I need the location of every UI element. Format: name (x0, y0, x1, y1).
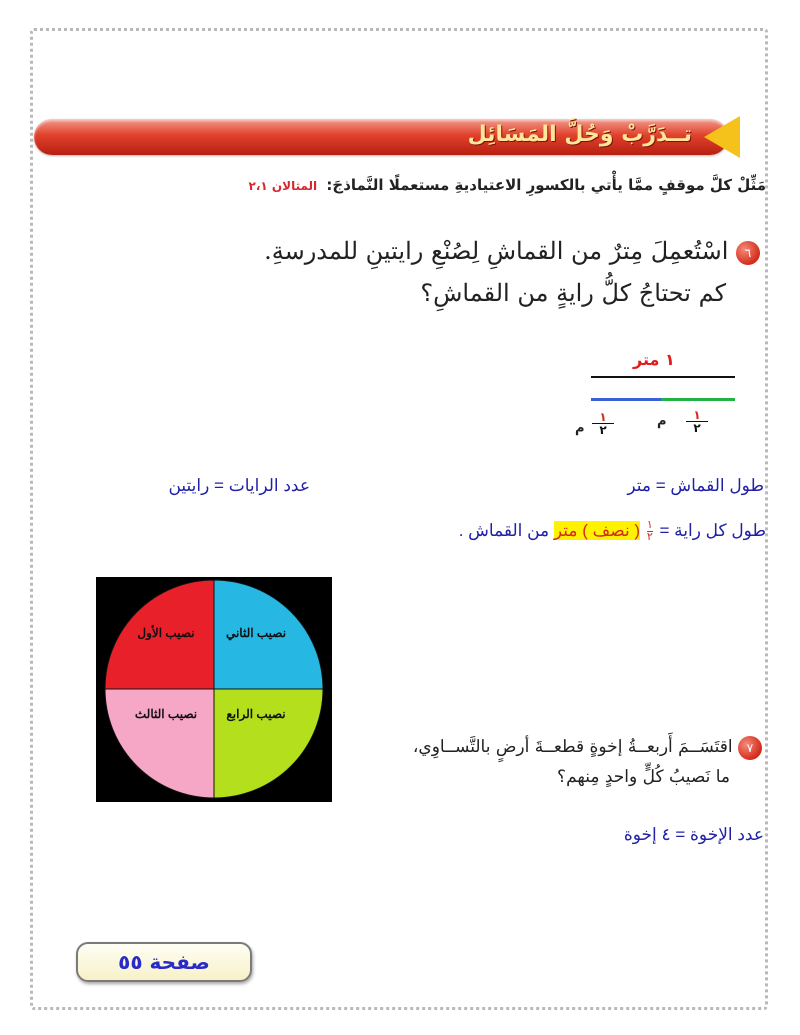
flag-length-numerator: ١ (646, 519, 653, 531)
fraction-right-numerator: ١ (693, 408, 701, 422)
question-number-badge: ٧ (738, 736, 762, 760)
pie-label-second: نصيب الثاني (225, 626, 287, 640)
question-1 (60, 230, 760, 314)
pie-svg (96, 577, 332, 802)
flag-length-highlight: ( نصف ) متر (553, 520, 641, 540)
question-number-badge: ٦ (736, 241, 760, 265)
pie-diagram (96, 577, 332, 802)
flag-length-line (459, 520, 766, 543)
pie-label-first: نصيب الأول (137, 626, 195, 640)
question-1-text-1: اسْتُعمِلَ مِترٌ من القماشِ لِصُنْعِ رايتينِ للمدرسةِ. (264, 237, 729, 265)
fraction-right (686, 409, 708, 434)
fraction-left-numerator: ١ (599, 410, 607, 424)
page-number: صفحة ٥٥ (76, 942, 252, 982)
flag-length-denominator: ٢ (646, 531, 653, 543)
section-banner (34, 116, 740, 158)
question-2 (322, 732, 762, 792)
meter-line (591, 376, 735, 378)
meter-label: ١ متر (633, 350, 675, 369)
banner-arrow-icon (704, 116, 740, 158)
instruction-text: مَثِّلْ كلَّ موقفٍ ممَّا يأْتي بالكسورِ الاعتياديةِ مستعملًا النَّماذجَ: (326, 176, 766, 194)
cloth-length: طول القماش = متر (627, 476, 764, 495)
banner-title: تــدَرَّبْ وَحُلَّ المَسَائِل (467, 122, 692, 147)
question-1-line1 (60, 230, 760, 272)
fraction-left (592, 411, 614, 436)
unit-right: م (657, 414, 667, 429)
pie-label-third: نصيب الثالث (134, 707, 198, 721)
flag-length-prefix: طول كل راية = (659, 520, 766, 540)
pie-slice-third (105, 689, 214, 798)
instruction-reference: المثالان ٢،١ (248, 179, 318, 193)
flag-length-suffix: من القماش . (458, 520, 550, 540)
meter-half-blue (591, 398, 661, 401)
pie-label-fourth: نصيب الرابع (226, 707, 286, 721)
unit-left: م (575, 421, 585, 436)
flags-count: عدد الرايات = رايتين (168, 476, 310, 495)
question-2-line1 (322, 732, 762, 762)
flag-length-fraction (647, 520, 653, 543)
instruction (46, 176, 766, 194)
question-2-text-1: اقتَسَــمَ أَربعــةُ إخوةٍ قطعــةَ أرضٍ بالتَّســاوِي، (412, 737, 733, 757)
question-2-line2: ما نَصيبُ كُلٍّ واحدٍ مِنهم؟ (557, 767, 730, 787)
fraction-right-denominator: ٢ (686, 421, 708, 434)
pie-slice-fourth (214, 689, 323, 798)
question-1-line2: كم تحتاجُ كلُّ رايةٍ من القماشِ؟ (420, 279, 726, 307)
fraction-left-denominator: ٢ (592, 423, 614, 436)
brothers-count: عدد الإخوة = ٤ إخوة (623, 825, 764, 844)
meter-half-green (661, 398, 735, 401)
